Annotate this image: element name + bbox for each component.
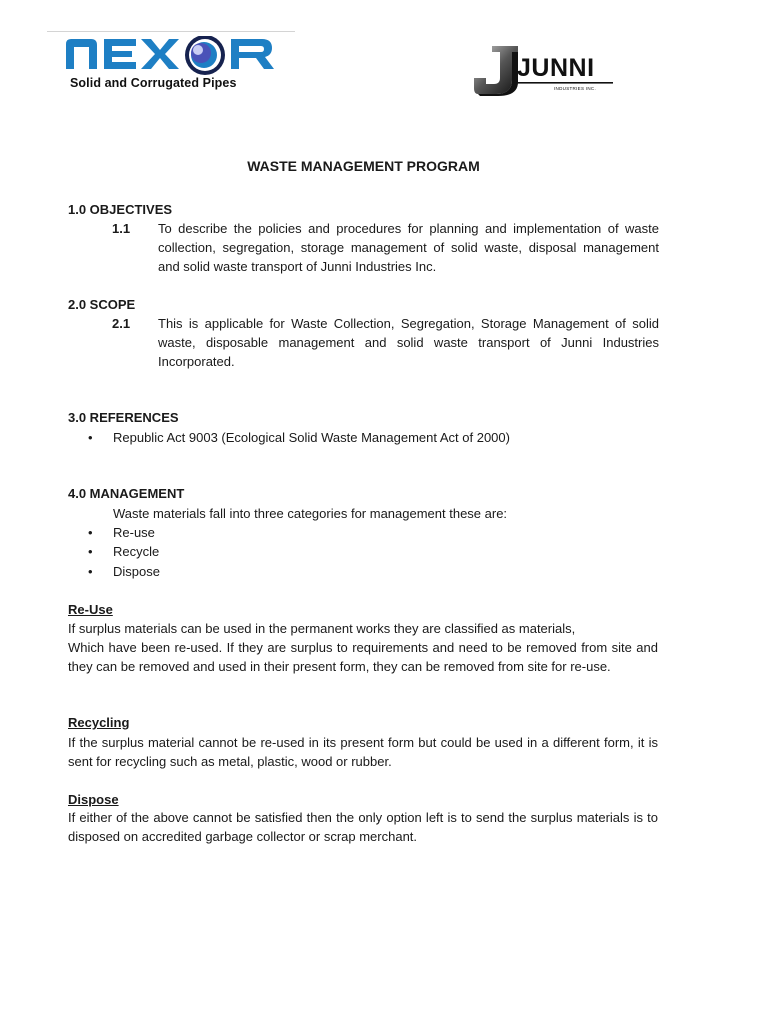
dispose-heading: Dispose [68, 792, 119, 807]
nexor-tagline: Solid and Corrugated Pipes [70, 76, 237, 90]
objectives-text: To describe the policies and procedures for planning and implementation of waste collection, segregation, storage management of solid waste, disposal management and solid waste transport of Junni Industries Inc. [158, 221, 659, 274]
reuse-text: Which have been re-used. If they are surplus to requirements and need to be removed from site and they can be removed and used in their present form, they can be removed from site for re-use. [68, 640, 658, 674]
bullet-icon: • [88, 544, 93, 559]
document-title: WASTE MANAGEMENT PROGRAM [247, 158, 480, 174]
management-intro: Waste materials fall into three categories for management these are: [113, 506, 508, 521]
references-heading: 3.0 REFERENCES [68, 410, 179, 425]
bullet-icon: • [88, 525, 93, 540]
header-divider [47, 31, 295, 32]
reuse-heading: Re-Use [68, 602, 113, 617]
management-item-reuse: Re-use [113, 525, 155, 540]
reference-item: Republic Act 9003 (Ecological Solid Waste Management Act of 2000) [113, 430, 510, 445]
recycling-heading: Recycling [68, 715, 130, 730]
objectives-number: 1.1 [112, 221, 131, 236]
junni-wordmark: JUNNI [517, 54, 595, 82]
management-item-recycle: Recycle [113, 544, 160, 559]
bullet-icon: • [88, 430, 93, 445]
nexor-wordmark [64, 36, 276, 76]
management-heading: 4.0 MANAGEMENT [68, 486, 185, 501]
junni-logo [474, 44, 616, 96]
dispose-text: If either of the above cannot be satisfied then the only option left is to send the surplus materials is to disposed on accredited garbage collector or scrap merchant. [68, 810, 658, 844]
reuse-line-1: If surplus materials can be used in the permanent works they are classified as materials, [68, 621, 576, 636]
scope-number: 2.1 [112, 316, 131, 331]
scope-text: This is applicable for Waste Collection, Segregation, Storage Management of solid waste, disposable management and solid waste transport of Junni Industries Incorporated. [158, 316, 659, 369]
management-item-dispose: Dispose [113, 564, 160, 579]
junni-subtitle: INDUSTRIES INC. [554, 86, 597, 91]
scope-heading: 2.0 SCOPE [68, 297, 136, 312]
recycling-text: If the surplus material cannot be re-used in its present form but could be used in a different form, it is sent for recycling such as metal, plastic, wood or rubber. [68, 735, 658, 769]
nexor-logo [64, 36, 276, 92]
bullet-icon: • [88, 564, 93, 579]
objectives-heading: 1.0 OBJECTIVES [68, 202, 173, 217]
